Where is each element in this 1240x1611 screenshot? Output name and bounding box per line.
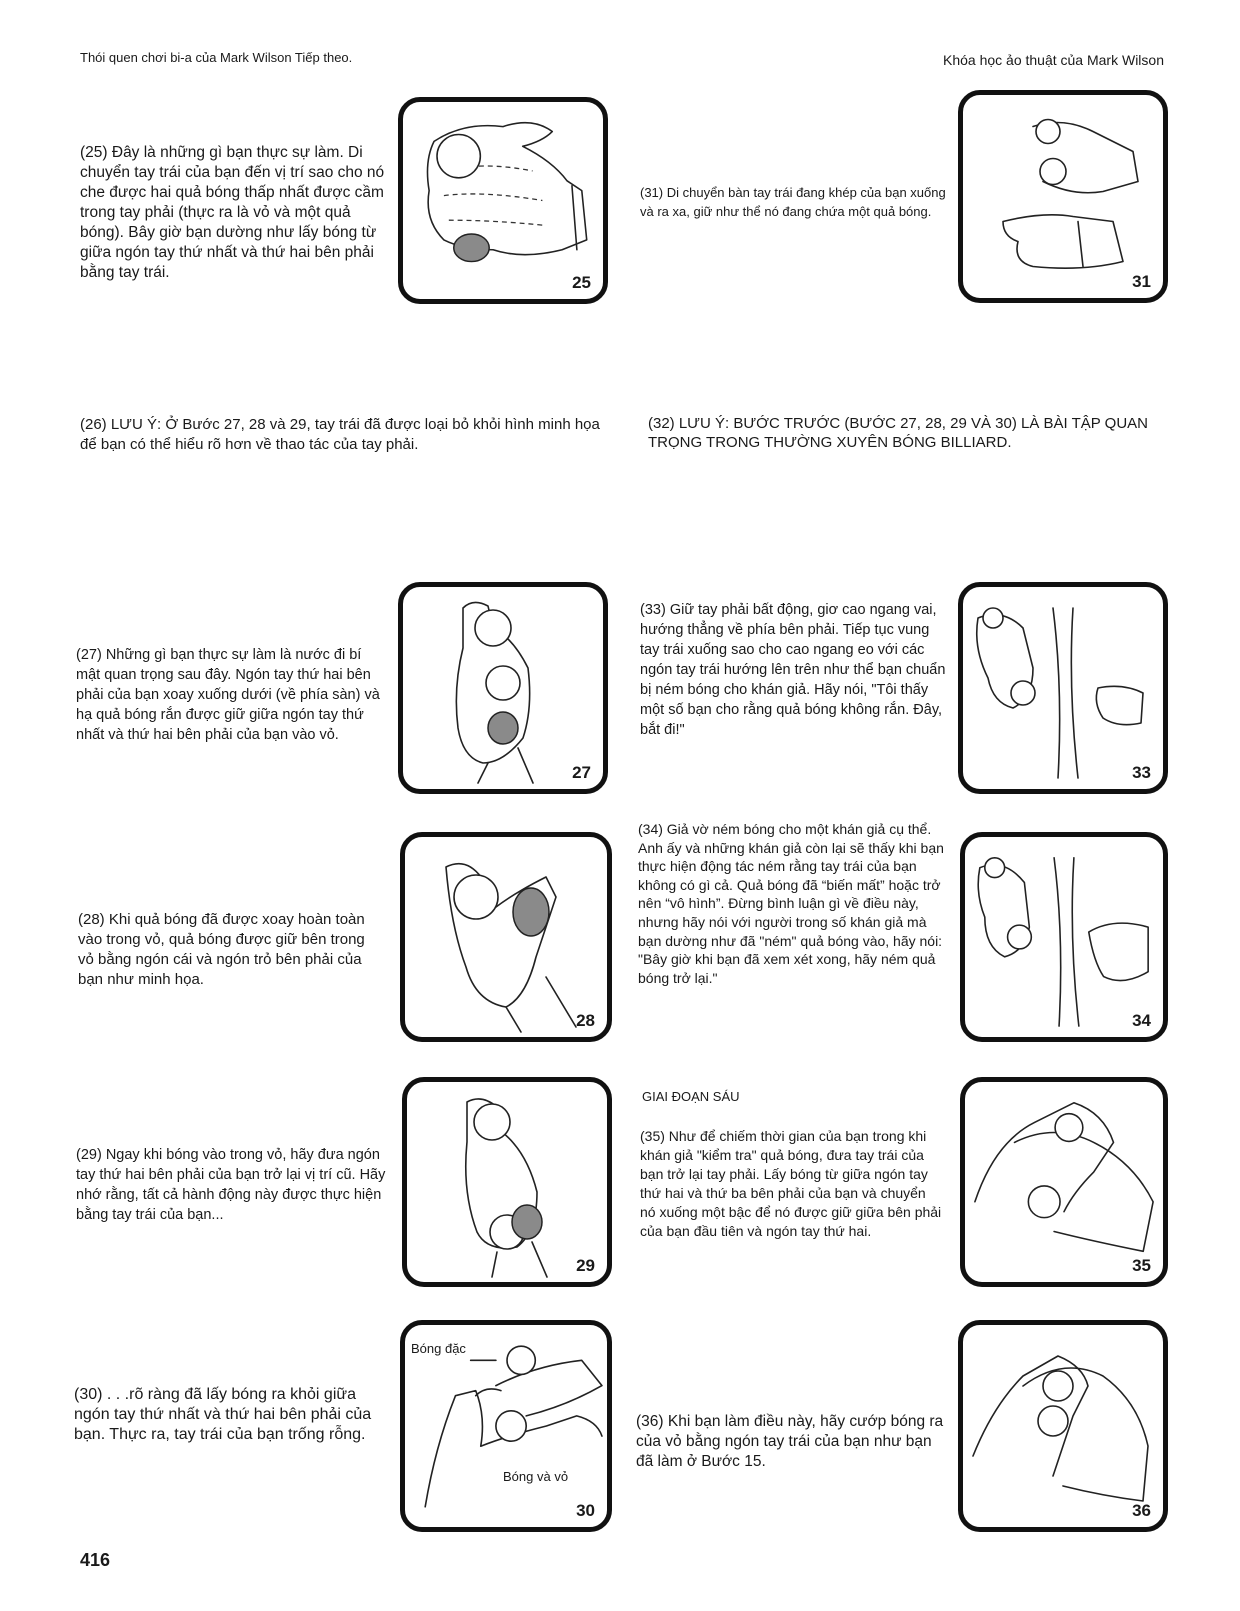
figure-31-hands-illustration xyxy=(963,95,1163,298)
figure-27-hand-illustration xyxy=(403,587,603,789)
figure-28-hand-illustration xyxy=(405,837,607,1037)
figure-28 xyxy=(400,832,612,1042)
figure-35-hands-illustration xyxy=(965,1082,1163,1282)
step-25-text: (25) Đây là những gì bạn thực sự làm. Di chuyển tay trái của bạn đến vị trí sao cho nó che được hai quả bóng thấp nhất được cầm trong tay phải (thực ra là vỏ và một quả bóng). Bây giờ bạn dường như lấy bóng từ giữa ngón tay thứ nhất và thứ hai bên phải bằng tay trái. xyxy=(80,144,385,281)
figure-30 xyxy=(400,1320,612,1532)
running-header-right: Khóa học ảo thuật của Mark Wilson xyxy=(942,52,1164,68)
figure-25-number: 25 xyxy=(572,273,591,292)
step-34-text: (34) Giả vờ ném bóng cho một khán giả cụ thể. Anh ấy và những khán giả còn lại sẽ thấy khi bạn thực hiện động tác ném rằng tay trái của bạn không có gì cả. Quả bóng đã “biến mất” hoặc trở nên “vô hình”. Đừng bình luận gì về điều này, nhưng hãy nói với người trong số khán giả mà bạn dường như đã "ném" quả bóng vào, hãy nói: "Bây giờ khi bạn đã xem xét xong, hãy ném quả bóng trở lại." xyxy=(638,821,944,986)
figure-36-hands-illustration xyxy=(963,1325,1163,1527)
figure-35-number: 35 xyxy=(1132,1256,1151,1275)
step-35-text: (35) Như để chiếm thời gian của bạn trong khi khán giả "kiểm tra" quả bóng, đưa tay trái của bạn trở lại tay phải. Lấy bóng từ giữa ngón tay thứ hai và thứ ba bên phải của bạn và chuyển nó xuống một bậc để nó được giữ giữa bên phải của bạn đầu tiên và ngón tay thứ hai. xyxy=(640,1128,942,1239)
figure-29-hand-illustration xyxy=(407,1082,607,1282)
figure-29 xyxy=(402,1077,612,1287)
figure-31 xyxy=(958,90,1168,303)
figure-30-label-ball-and-shell: Bóng và vỏ xyxy=(503,1469,569,1484)
figure-28-number: 28 xyxy=(576,1011,595,1030)
step-27-text: (27) Những gì bạn thực sự làm là nước đi bí mật quan trọng sau đây. Ngón tay thứ hai bên phải của bạn xoay xuống dưới (về phía sàn) và hạ quả bóng rắn được giữ giữa ngón tay thứ nhất và thứ hai bên phải của bạn vào vỏ. xyxy=(76,647,380,743)
step-32-text: (32) LƯU Ý: BƯỚC TRƯỚC (BƯỚC 27, 28, 29 VÀ 30) LÀ BÀI TẬP QUAN TRỌNG TRONG THƯỜNG XUYÊN BÓNG BILLIARD. xyxy=(648,415,1148,451)
figure-27-number: 27 xyxy=(572,763,591,782)
figure-27 xyxy=(398,582,608,794)
figure-25-hand-illustration xyxy=(403,102,603,299)
figure-33-number: 33 xyxy=(1132,763,1151,782)
step-29-text: (29) Ngay khi bóng vào trong vỏ, hãy đưa ngón tay thứ hai bên phải của bạn trở lại vị trí cũ. Hãy nhớ rằng, tất cả hành động này được thực hiện bằng tay trái của bạn... xyxy=(76,1147,386,1223)
figure-31-number: 31 xyxy=(1132,272,1151,291)
figure-29-number: 29 xyxy=(576,1256,595,1275)
figure-34-number: 34 xyxy=(1132,1011,1151,1030)
step-31-text: (31) Di chuyển bàn tay trái đang khép của bạn xuống và ra xa, giữ như thể nó đang chứa một quả bóng. xyxy=(640,185,946,219)
figure-36 xyxy=(958,1320,1168,1532)
step-30-text: (30) . . .rõ ràng đã lấy bóng ra khỏi giữa ngón tay thứ nhất và thứ hai bên phải của bạn. Thực ra, tay trái của bạn trống rỗng. xyxy=(74,1386,372,1443)
phase-six-heading: GIAI ĐOẠN SÁU xyxy=(642,1089,740,1104)
running-header-left: Thói quen chơi bi-a của Mark Wilson Tiếp theo. xyxy=(80,50,353,65)
figure-25 xyxy=(398,97,608,304)
step-26-text: (26) LƯU Ý: Ở Bước 27, 28 và 29, tay trái đã được loại bỏ khỏi hình minh họa để bạn có thể hiểu rõ hơn về thao tác của tay phải. xyxy=(80,416,600,453)
figure-35 xyxy=(960,1077,1168,1287)
figure-34-hands-and-body-illustration xyxy=(965,837,1163,1037)
step-36-text: (36) Khi bạn làm điều này, hãy cướp bóng ra của vỏ bằng ngón tay trái của bạn như bạn đã làm ở Bước 15. xyxy=(636,1413,944,1470)
step-33-text: (33) Giữ tay phải bất động, giơ cao ngang vai, hướng thẳng về phía bên phải. Tiếp tục vung tay trái xuống sao cho cao ngang eo với các ngón tay trái hướng lên trên như thể bạn chuẩn bị ném bóng cho khán giả. Hãy nói, "Tôi thấy một số bạn cho rằng quả bóng không rắn. Đây, bắt đi!" xyxy=(640,602,946,738)
figure-34 xyxy=(960,832,1168,1042)
figure-36-number: 36 xyxy=(1132,1501,1151,1520)
figure-30-number: 30 xyxy=(576,1501,595,1520)
step-28-text: (28) Khi quả bóng đã được xoay hoàn toàn vào trong vỏ, quả bóng được giữ bên trong vỏ bằng ngón cái và ngón trỏ bên phải của bạn như minh họa. xyxy=(78,911,365,988)
figure-33 xyxy=(958,582,1168,794)
page-number: 416 xyxy=(80,1550,111,1570)
figure-33-hands-and-body-illustration xyxy=(963,587,1163,789)
figure-30-label-solid-ball: Bóng đặc xyxy=(411,1341,466,1356)
